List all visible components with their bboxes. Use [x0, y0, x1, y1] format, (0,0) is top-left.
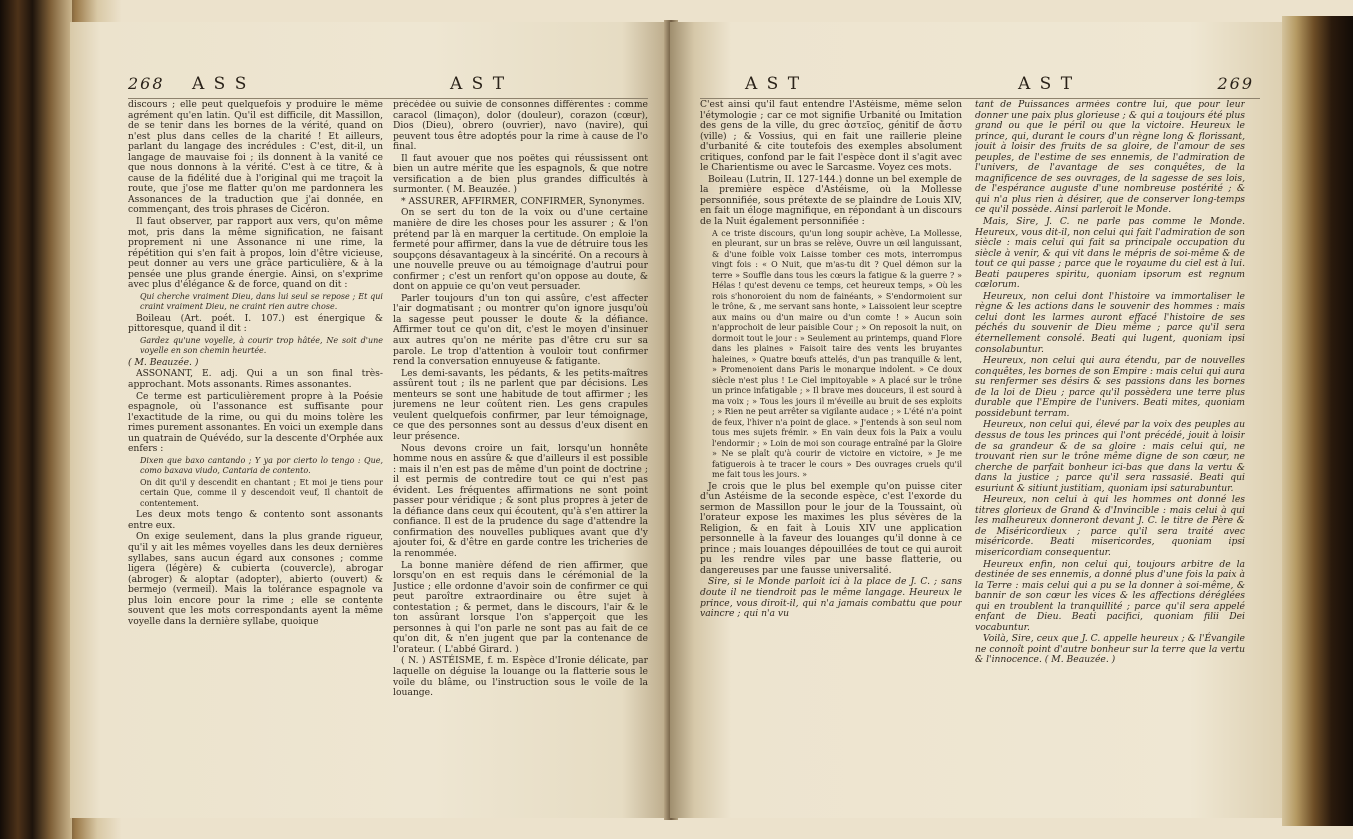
- book-cover-left-edge: [0, 0, 72, 839]
- verse-quote: Qui cherche vraiment Dieu, dans lui seul se repose ; Et qui craint vraiment Dieu, ne craint rien autre chose.: [140, 291, 383, 312]
- left-head-rule: [128, 98, 648, 99]
- paragraph: Parler toujours d'un ton qui assûre, c'est affecter l'air dogmatisant ; ou montrer qu'on ignore jusqu'où la sagesse peut pousser le doute & la défiance. Affirmer tout ce qu'on dit, c'est le moyen d'insinuer aux autres qu'on ne mérite pas d'être cru sur sa parole. Le trop d'attention à vouloir tout confirmer rend la conversation ennuyeuse & fatigante.: [393, 292, 648, 368]
- paragraph: Heureux enfin, non celui qui, toujours arbitre de la destinée de ses ennemis, a donné plus d'une fois la paix à la Terre : mais celui qui a pu se la donner à soi-même, & bannir de son cœur les vices & les affections déréglées qui en troublent la tranquillité ; parce qu'il sera appelé enfant de Dieu. Beati pacifici, quoniam filii Dei vocabuntur.: [975, 558, 1245, 633]
- right-running-head: [700, 74, 1260, 100]
- paragraph: Mais, Sire, J. C. ne parle pas comme le Monde. Heureux, vous dit-il, non celui qui fait l'admiration de son siècle : mais celui qui fait sa principale occupation du siècle à venir, & qui vit dans le mépris de soi-même & de tout ce qui passe ; parce que le royaume du ciel est à lui. Beati pauperes spiritu, quoniam ipsorum est regnum cœlorum.: [975, 216, 1245, 291]
- verse-quote: A ce triste discours, qu'un long soupir achève, La Mollesse, en pleurant, sur un bras se relève, Ouvre un œil languissant, & d'une foible voix Laisse tomber ces mots, interrompus vingt fois : « O Nuit, que m'as-tu dit ? Quel démon sur la terre » Souffle dans tous les cœurs la fatigue & la guerre ? » Hélas ! qu'est devenu ce temps, cet heureux temps, » Où les rois s'honoroient du nom de fainéants, » S'endormoient sur le trône, & , me servant sans honte, » Laissoient leur sceptre aux mains ou d'un maire ou d'un comte ! » Aucun soin n'approchoit de leur paisible Cour ; » On reposoit la nuit, on dormoit tout le jour : » Seulement au printemps, quand Flore dans les plaines » Faisoit taire des vents les bruyantes haleines, » Quatre bœufs attelés, d'un pas tranquille & lent, » Promenoient dans Paris le monarque indolent. » Ce doux siècle n'est plus ! Le Ciel impitoyable » A placé sur le trône un prince infatigable ; » Il brave mes douceurs, il est sourd à ma voix ; » Tous les jours il m'éveille au bruit de ses exploits ; » Rien ne peut arrêter sa vigilante audace ; » L'été n'a point de feux, l'hiver n'a point de glace. » J'entends à son seul nom tous mes sujets frémir. » En vain deux fois la Paix a voulu l'endormir ; » Loin de moi son courage entraîné par la Gloire » Ne se plaît qu'à courir de victoire en victoire, » Je me fatiguerois à te tracer le cours » Des ouvrages cruels qu'il me fait tous les jours. »: [712, 228, 962, 480]
- right-page: [670, 22, 1282, 818]
- entry-heading: ( N. ) ASTÉISME, f. m. Espèce d'Ironie délicate, par laquelle on déguise la louange ou la flatterie sous le voile du blâme, ou l'instruction sous le voile de la louange.: [393, 655, 648, 699]
- right-head-word-2: A S T: [1018, 74, 1075, 94]
- paragraph: C'est ainsi qu'il faut entendre l'Astéisme, même selon l'étymologie ; car ce mot signifie Urbanité ou Imitation des gens de la ville, du grec ἀστεῖος, génitif de ἄστυ (ville) ; & Vossius, qui en fait une raillerie pleine d'urbanité & cite toutefois des exemples absolument critiques, confond par le fait l'espèce dont il s'agit avec le Charientisme ou avec le Sarcasme. Voyez ces mots.: [700, 100, 962, 174]
- paragraph: discours ; elle peut quelquefois y produire le même agrément qu'en latin. Qu'il est difficile, dit Massillon, de se tenir dans les bornes de la vérité, quand on n'est plus dans celles de la charité ! Et ailleurs, parlant du langage des incrédules : C'est, dit-il, un langage de mauvaise foi ; ils donnent à la vanité ce que nous donnons à la vérité. C'est à ce titre, & à cause de la fidélité due à l'original qui me traçoit la route, que j'ose me flatter qu'on me pardonnera les Assonances de la traduction que j'ai donnée, en commençant, des trois phrases de Cicéron.: [128, 100, 383, 216]
- left-column-1: [128, 100, 383, 628]
- left-head-word-2: A S T: [450, 74, 507, 94]
- paragraph: Nous devons croire un fait, lorsqu'un honnête homme nous en assûre & que d'ailleurs il est possible : mais il n'en est pas de même d'un point de doctrine ; il est permis de contredire tout ce qui n'est pas évident. Les fréquentes affirmations ne sont point passer pour véridique ; & sont plus propres à jeter de la défiance dans ceux qui écoutent, qu'à s'en attirer la confiance. Il est de la prudence du sage d'attendre la confirmation des nouvelles publiques avant que d'y ajouter foi, & d'être en garde contre les tricheries de la renommée.: [393, 442, 648, 559]
- verse-translation: On dit qu'il y descendit en chantant ; Et moi je tiens pour certain Que, comme il y descendoit veuf, Il chantoit de contentement.: [140, 477, 383, 508]
- paragraph: On exige seulement, dans la plus grande rigueur, qu'il y ait les mêmes voyelles dans les deux dernières syllabes, sans aucun égard aux consones ; comme ligera (légère) & cubierta (couvercle), abrogar (abroger) & aloptar (adopter), abierto (ouvert) & bermejo (vermeil). Mais la tolérance espagnole va plus loin encore pour la rime ; elle se contente souvent que les mots correspondants ayent la même voyelle dans la dernière syllabe, quoique: [128, 531, 383, 627]
- left-column-2: [393, 100, 648, 700]
- paragraph: La bonne manière défend de rien affirmer, que lorsqu'on en est requis dans le cérémonial de la Justice ; elle ordonne d'avoir soin de confirmer ce qui peut paroître extraordinaire ou être sujet à contestation ; & permet, dans le discours, l'air & le ton assûrant lorsque l'on s'apperçoit que les personnes à qui l'on parle ne sont pas au fait de ce qu'on dit, & n'en jugent que par la contenance de l'orateur. ( L'abbé Girard. ): [393, 559, 648, 655]
- book-page-edges-right: [1282, 16, 1353, 826]
- entry-heading: * ASSURER, AFFIRMER, CONFIRMER, Synonymes.: [401, 195, 645, 207]
- author-attribution: ( M. Beauzée. ): [128, 356, 199, 368]
- paragraph: On se sert du ton de la voix ou d'une certaine manière de dire les choses pour les assurer ; & l'on prétend par là en marquer la certitude. On emploie la fermeté pour affirmer, dans la vue de détruire tous les soupçons désavantageux à la sincérité. On a recours à une nouvelle preuve ou au témoignage d'autrui pour confirmer ; c'est un renfort qu'on oppose au doute, & dont on appuie ce qu'on veut persuader.: [393, 207, 648, 293]
- paragraph: Les deux mots tengo & contento sont assonants entre eux.: [128, 509, 383, 531]
- paragraph: tant de Puissances armées contre lui, que pour leur donner une paix plus glorieuse ; & qui a toujours été plus grand ou que le péril ou que la victoire. Heureux le prince, qui, durant le cours d'un règne long & florissant, jouit à loisir des fruits de sa gloire, de l'amour de ses peuples, de l'estime de ses ennemis, de l'admiration de l'univers, de l'avantage de ses conquêtes, de la magnificence de ses ouvrages, de la sagesse de ses lois, de l'espérance auguste d'une nombreuse postérité ; & qui n'a plus rien à désirer, que de conserver long-temps ce qu'il possède. Ainsi parleroit le Monde.: [975, 100, 1245, 216]
- left-running-head: [128, 74, 648, 100]
- right-page-number: 269: [1217, 74, 1254, 93]
- right-head-word-1: A S T: [745, 74, 802, 94]
- paragraph: Sire, si le Monde parloit ici à la place de J. C. ; sans doute il ne tiendroit pas le même langage. Heureux le prince, vous diroit-il, qui n'a jamais combattu que pour vaincre ; qui n'a vu: [700, 576, 962, 620]
- paragraph: Heureux, non celui dont l'histoire va immortaliser le règne & les actions dans le souvenir des hommes : mais celui dont les larmes auront effacé l'histoire de ses péchés du souvenir de Dieu même ; parce qu'il sera éternellement consolé. Beati qui lugent, quoniam ipsi consolabuntur.: [975, 290, 1245, 355]
- paragraph: Il faut observer, par rapport aux vers, qu'on même mot, pris dans la même signification, ne faisant proprement ni une Assonance ni une rime, la répétition qui s'en fait à propos, loin d'être vicieuse, peut donner au vers une grâce particulière, & à la pensée une plus grande énergie. Ainsi, on s'exprime avec plus d'élégance & de force, quand on dit :: [128, 216, 383, 291]
- paragraph: Ce terme est particulièrement propre à la Poésie espagnole, où l'assonance est suffisante pour l'exactitude de la rime, ou qui du moins tolère les rimes purement assonantes. En voici un exemple dans un quatrain de Quévédo, sur la descente d'Orphée aux enfers :: [128, 390, 383, 455]
- paragraph: Boileau (Art. poét. I. 107.) est énergique & pittoresque, quand il dit :: [128, 312, 383, 335]
- paragraph: précédée ou suivie de consonnes différentes : comme caracol (limaçon), dolor (douleur), corazon (cœur), Dios (Dieu), obrero (ouvrier), navo (navire), qui peuvent tous être adoptés pour la rime à cause de l'o final.: [393, 100, 648, 153]
- paragraph: Voilà, Sire, ceux que J. C. appelle heureux ; & l'Évangile ne connoît point d'autre bonheur sur la terre que la vertu & l'innocence. ( M. Beauzée. ): [975, 633, 1245, 666]
- left-page-number: 268: [128, 74, 165, 93]
- right-column-1: [700, 100, 962, 621]
- paragraph: Heureux, non celui à qui les hommes ont donné les titres glorieux de Grand & d'Invincible : mais celui à qui les malheureux donneront devant J. C. le titre de Père & de Miséricordieux ; parce qu'il sera traité avec miséricorde. Beati misericordes, quoniam ipsi misericordiam consequentur.: [975, 494, 1245, 558]
- entry-heading: ASSONANT, E. adj. Qui a un son final très-approchant. Mots assonants. Rimes assonantes.: [128, 368, 383, 391]
- left-head-word-1: A S S: [192, 74, 249, 94]
- verse-quote: Dixen que baxo cantando ; Y ya por cierto lo tengo : Que, como baxava viudo, Cantaria de contento.: [140, 455, 383, 476]
- paragraph: Heureux, non celui qui aura étendu, par de nouvelles conquêtes, les bornes de son Empire : mais celui qui aura su renfermer ses désirs & ses passions dans les bornes de la loi de Dieu ; parce qu'il possèdera une terre plus durable que l'Empire de l'univers. Beati mites, quoniam possidebunt terram.: [975, 355, 1245, 419]
- verse-quote: Gardez qu'une voyelle, à courir trop hâtée, Ne soit d'une voyelle en son chemin heurtée.: [140, 335, 383, 356]
- left-page: [70, 22, 670, 818]
- paragraph: Je crois que le plus bel exemple qu'on puisse citer d'un Astéisme de la seconde espèce, c'est l'exorde du sermon de Massillon pour le jour de la Toussaint, où l'orateur expose les maximes les plus sévères de la Religion, & en fait à Louis XIV une application personnelle à la faveur des louanges qu'il donne à ce prince ; mais louanges dépouillées de tout ce qui auroit pu les rendre viles par une basse flatterie, ou dangereuses par une fausse universalité.: [700, 480, 962, 576]
- paragraph: Heureux, non celui qui, élevé par la voix des peuples au dessus de tous les princes qui l'ont précédé, jouit à loisir de sa grandeur & de sa gloire : mais celui qui, ne trouvant rien sur le trône même digne de son cœur, ne cherche de parfait bonheur ici-bas que dans la vertu & dans la justice ; parce qu'il sera rassasié. Beati qui esuriunt & sitiunt justitiam, quoniam ipsi saturabuntur.: [975, 419, 1245, 494]
- right-column-2: [975, 100, 1245, 667]
- paragraph: Il faut avouer que nos poëtes qui réussissent ont bien un autre mérite que les espagnols, & que notre versification a de bien plus grandes difficultés à surmonter. ( M. Beauzée. ): [393, 152, 648, 196]
- right-head-rule: [700, 98, 1260, 99]
- paragraph: Boileau (Lutrin, II. 127-144.) donne un bel exemple de la première espèce d'Astéisme, où la Mollesse personnifiée, sous prétexte de se plaindre de Louis XIV, en fait un éloge magnifique, en répondant à un discours de la Nuit également personnifiée :: [700, 173, 962, 228]
- paragraph: Les demi-savants, les pédants, & les petits-maîtres assûrent tout ; ils ne parlent que par décisions. Les menteurs se sont une habitude de tout affirmer ; les juremens ne leur coûtent rien. Les gens crapules veulent quelquefois confirmer, par leur témoignage, ce que des personnes sont au dessus d'eux disent en leur présence.: [393, 367, 648, 442]
